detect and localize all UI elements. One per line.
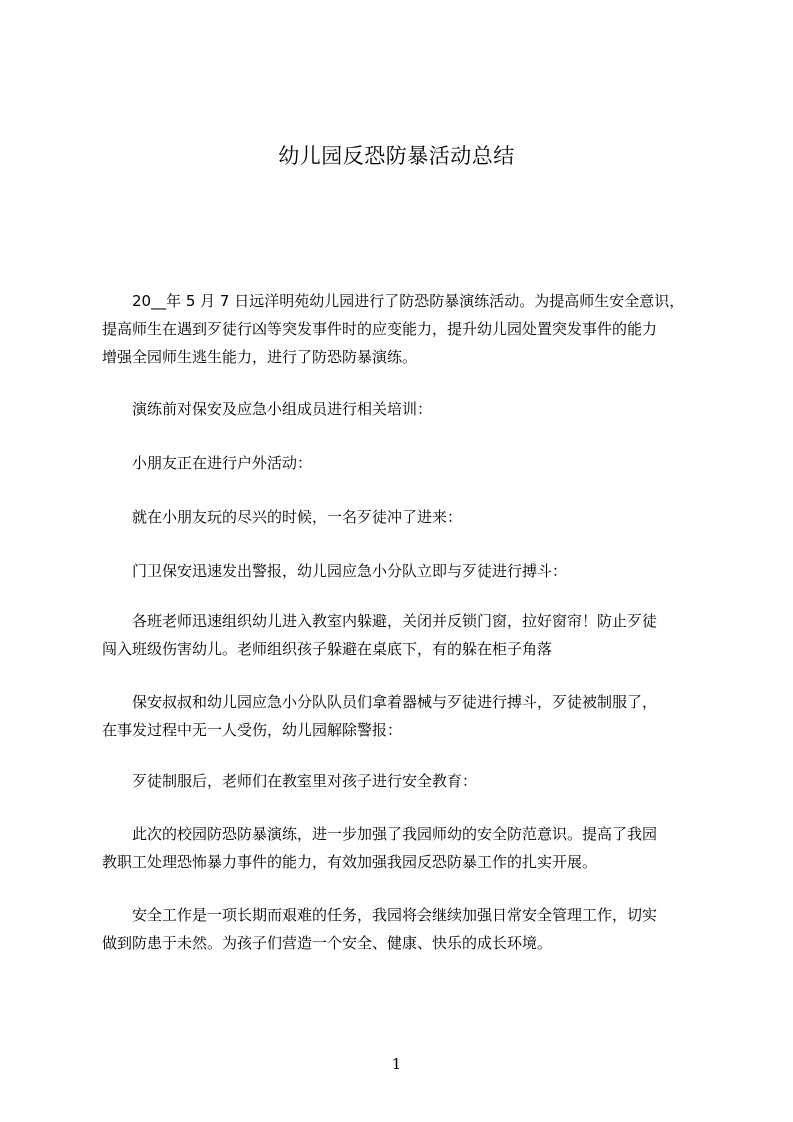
paragraph-alarm: [102, 557, 702, 585]
paragraph-line: 教职工处理恐怖暴力事件的能力，有效加强我园反恐防暴工作的扎实开展。: [102, 853, 598, 871]
paragraph-safety-education: [102, 767, 702, 795]
paragraph-line: 保安叔叔和幼儿园应急小分队队员们拿着器械与歹徒进行搏斗，歹徒被制服了，: [102, 693, 658, 711]
paragraph-subdue: [102, 688, 702, 744]
paragraph-line: 闯入班级伤害幼儿。老师组织孩子躲避在桌底下，有的躲在柜子角落: [102, 640, 553, 658]
paragraph-line: 做到防患于未然。为孩子们营造一个安全、健康、快乐的成长环境。: [102, 934, 553, 952]
paragraph-line: 增强全园师生逃生能力，进行了防恐防暴演练。: [102, 348, 418, 366]
paragraph-line: 就在小朋友玩的尽兴的时候，一名歹徒冲了进来：: [102, 508, 463, 526]
document-title: 幼儿园反恐防暴活动总结: [278, 144, 515, 168]
paragraph-line: 小朋友正在进行户外活动：: [102, 454, 313, 472]
paragraph-line: 在事发过程中无一人受伤，幼儿园解除警报：: [102, 721, 403, 739]
paragraph-intro: [102, 287, 702, 371]
paragraph-training: [102, 395, 702, 423]
paragraph-line: 安全工作是一项长期而艰难的任务，我园将会继续加强日常安全管理工作，切实: [102, 906, 658, 924]
paragraph-line: 门卫保安迅速发出警报，幼儿园应急小分队立即与歹徒进行搏斗：: [102, 562, 568, 580]
paragraph-line: 提高师生在遇到歹徒行凶等突发事件时的应变能力，提升幼儿园处置突发事件的能力: [102, 320, 658, 338]
paragraph-line: 各班老师迅速组织幼儿进入教室内躲避，关闭并反锁门窗，拉好窗帘！防止歹徒: [102, 612, 658, 630]
paragraph-line: 演练前对保安及应急小组成员进行相关培训：: [102, 400, 433, 418]
paragraph-intruder: [102, 503, 702, 531]
paragraph-shelter: [102, 607, 702, 663]
paragraph-effect: [102, 820, 702, 876]
page-number: 1: [391, 1055, 402, 1073]
paragraph-line: 20__年 5 月 7 日远洋明苑幼儿园进行了防恐防暴演练活动。为提高师生安全意识，: [102, 292, 685, 310]
paragraph-conclusion: [102, 901, 702, 957]
paragraph-outdoor-activity: [102, 449, 702, 477]
paragraph-line: 此次的校园防恐防暴演练，进一步加强了我园师幼的安全防范意识。提高了我园: [102, 825, 658, 843]
paragraph-line: 歹徒制服后，老师们在教室里对孩子进行安全教育：: [102, 772, 478, 790]
